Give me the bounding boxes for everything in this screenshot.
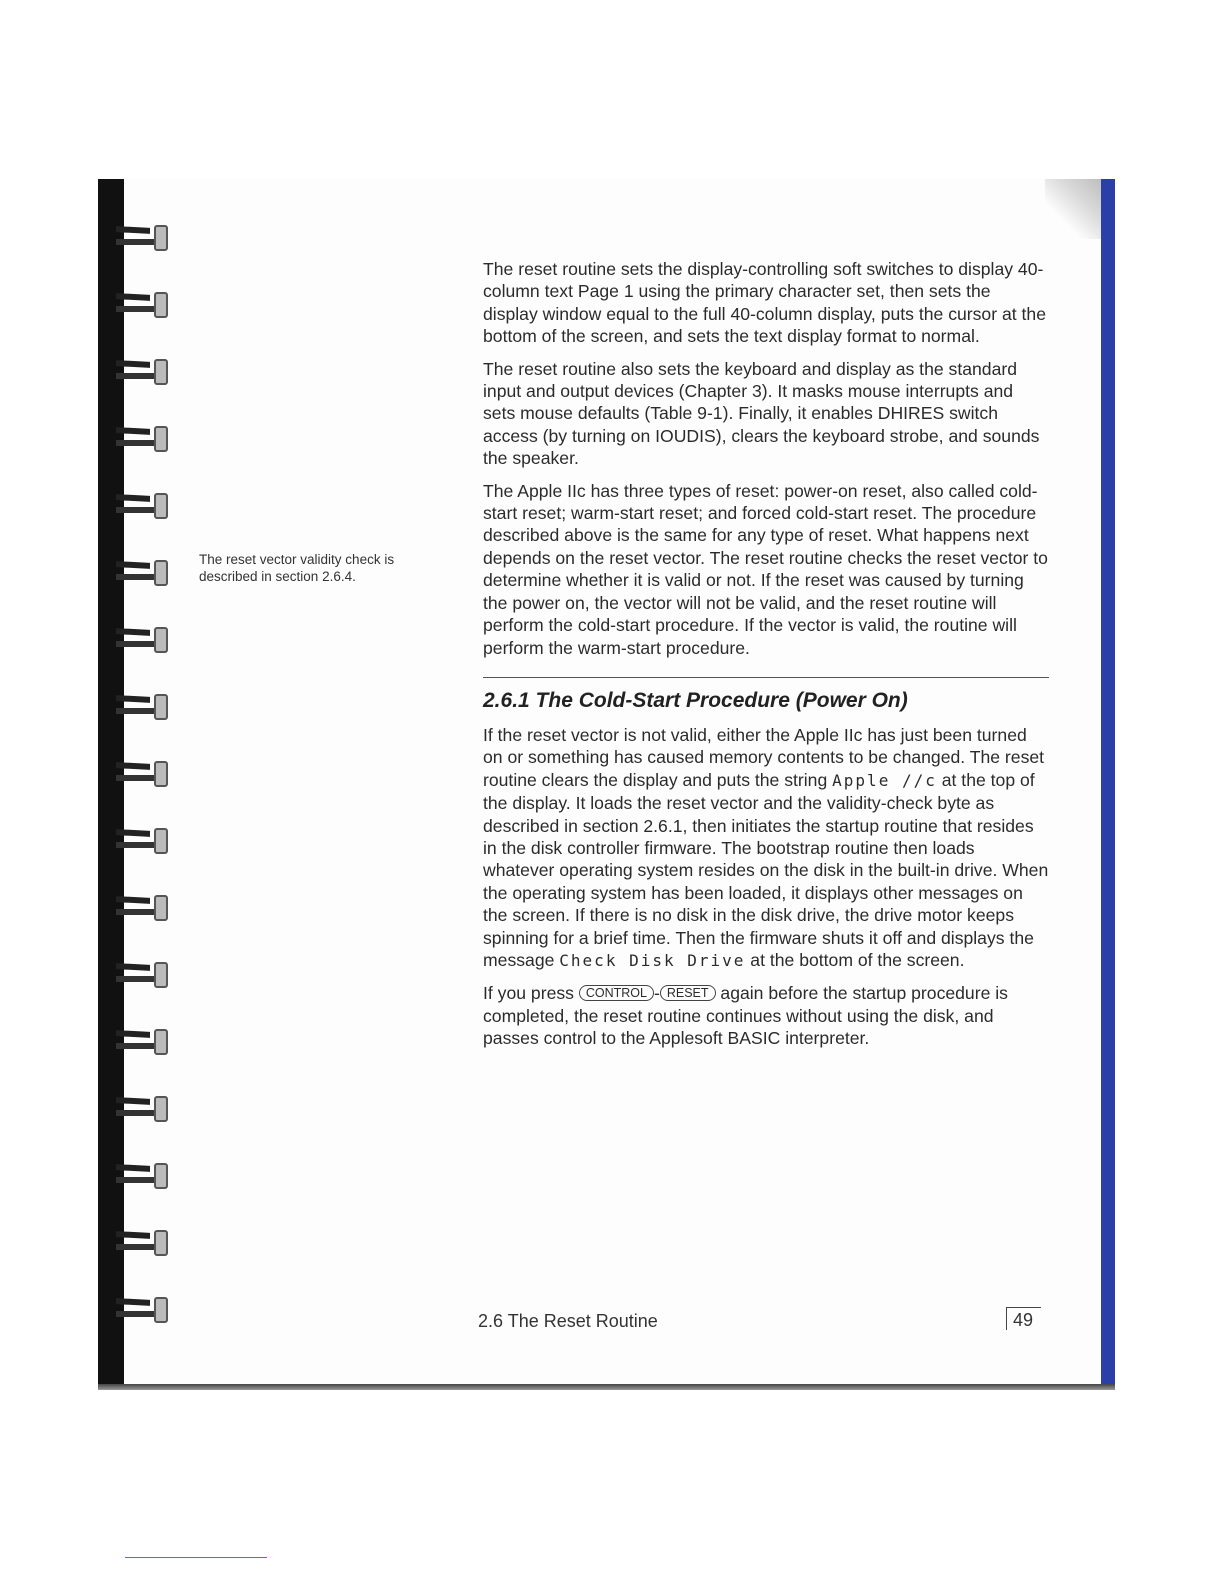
binding-ring	[116, 1230, 164, 1256]
page-curl-shadow	[1045, 179, 1105, 239]
text-run: If the reset vector is not valid, either the Apple IIc has just been turned on or something has caused memory contents to be changed. The reset routine clears the display and puts the string	[483, 724, 1045, 790]
section-divider	[483, 677, 1049, 678]
page-number: 49	[1006, 1307, 1041, 1330]
binding-ring	[116, 1297, 164, 1323]
binding-ring	[116, 1163, 164, 1189]
paragraph-reset-devices: The reset routine also sets the keyboard and display as the standard input and output devices (Chapter 3). It masks mouse interrupts and sets mouse defaults (Table 9-1). Finally, it enables DHIRES switch access (by turning on IOUDIS), clears the keyboard strobe, and sounds the speaker.	[483, 358, 1040, 469]
binding-ring	[116, 225, 164, 251]
text-run: If you press	[483, 983, 579, 1004]
paragraph-reset-types: The Apple IIc has three types of reset: power-on reset, also called cold-start reset; warm-start reset; and forced cold-start reset. The procedure described above is the same for any type of reset. What happens next depends on the reset vector. The reset routine checks the reset vector to determine whether it is valid or not. If the reset was caused by turning the power on, the vector will not be valid, and the reset routine will perform the cold-start procedure. If the vector is valid, the routine will perform the warm-start procedure.	[483, 480, 1048, 658]
binding-ring	[116, 560, 164, 586]
bottom-underline	[125, 1557, 267, 1558]
key-reset: RESET	[660, 985, 716, 1001]
main-text-column	[483, 258, 1049, 1060]
binding-ring	[116, 962, 164, 988]
text-run: at the top of the display. It loads the reset vector and the validity-check byte as described in section 2.6.1, then initiates the startup routine that resides in the disk controller firmware. The bootstrap routine then loads whatever operating system resides on the disk in the built-in drive. When the operating system has been loaded, it displays other messages on the screen. If there is no disk in the disk drive, the drive motor keeps spinning for a brief time. Then the firmware shuts it off and displays the message	[483, 769, 1049, 970]
page-edge-blue	[1101, 179, 1115, 1384]
key-control: CONTROL	[579, 985, 654, 1001]
binding-ring	[116, 828, 164, 854]
binding-ring	[116, 426, 164, 452]
code-apple-iic: Apple //c	[832, 770, 937, 790]
binding-ring	[116, 1029, 164, 1055]
binding-ring	[116, 359, 164, 385]
margin-note: The reset vector validity check is described in section 2.6.4.	[199, 552, 395, 584]
text-run: at the bottom of the screen.	[745, 949, 965, 970]
section-heading: 2.6.1 The Cold-Start Procedure (Power On)	[483, 688, 908, 712]
paragraph-cold-start	[483, 724, 1049, 972]
key-separator: -	[653, 983, 660, 1004]
binding-ring	[116, 694, 164, 720]
page-bottom-edge	[98, 1384, 1115, 1390]
text-run: again before the startup procedure is completed, the reset routine continues without using the disk, and passes control to the Applesoft BASIC interpreter.	[483, 983, 1008, 1049]
binding-ring	[116, 895, 164, 921]
binding-ring	[116, 292, 164, 318]
paragraph-reset-display: The reset routine sets the display-controlling soft switches to display 40-column text Page 1 using the primary character set, then sets the display window equal to the full 40-column display, puts the cursor at the bottom of the screen, and sets the text display format to normal.	[483, 259, 1046, 347]
binding-ring	[116, 1096, 164, 1122]
code-check-disk-drive: Check Disk Drive	[559, 950, 746, 970]
binding-ring	[116, 493, 164, 519]
binding-ring	[116, 761, 164, 787]
binding-ring	[116, 627, 164, 653]
footer-section-title: 2.6 The Reset Routine	[478, 1311, 658, 1331]
paragraph-control-reset	[483, 982, 1049, 1049]
